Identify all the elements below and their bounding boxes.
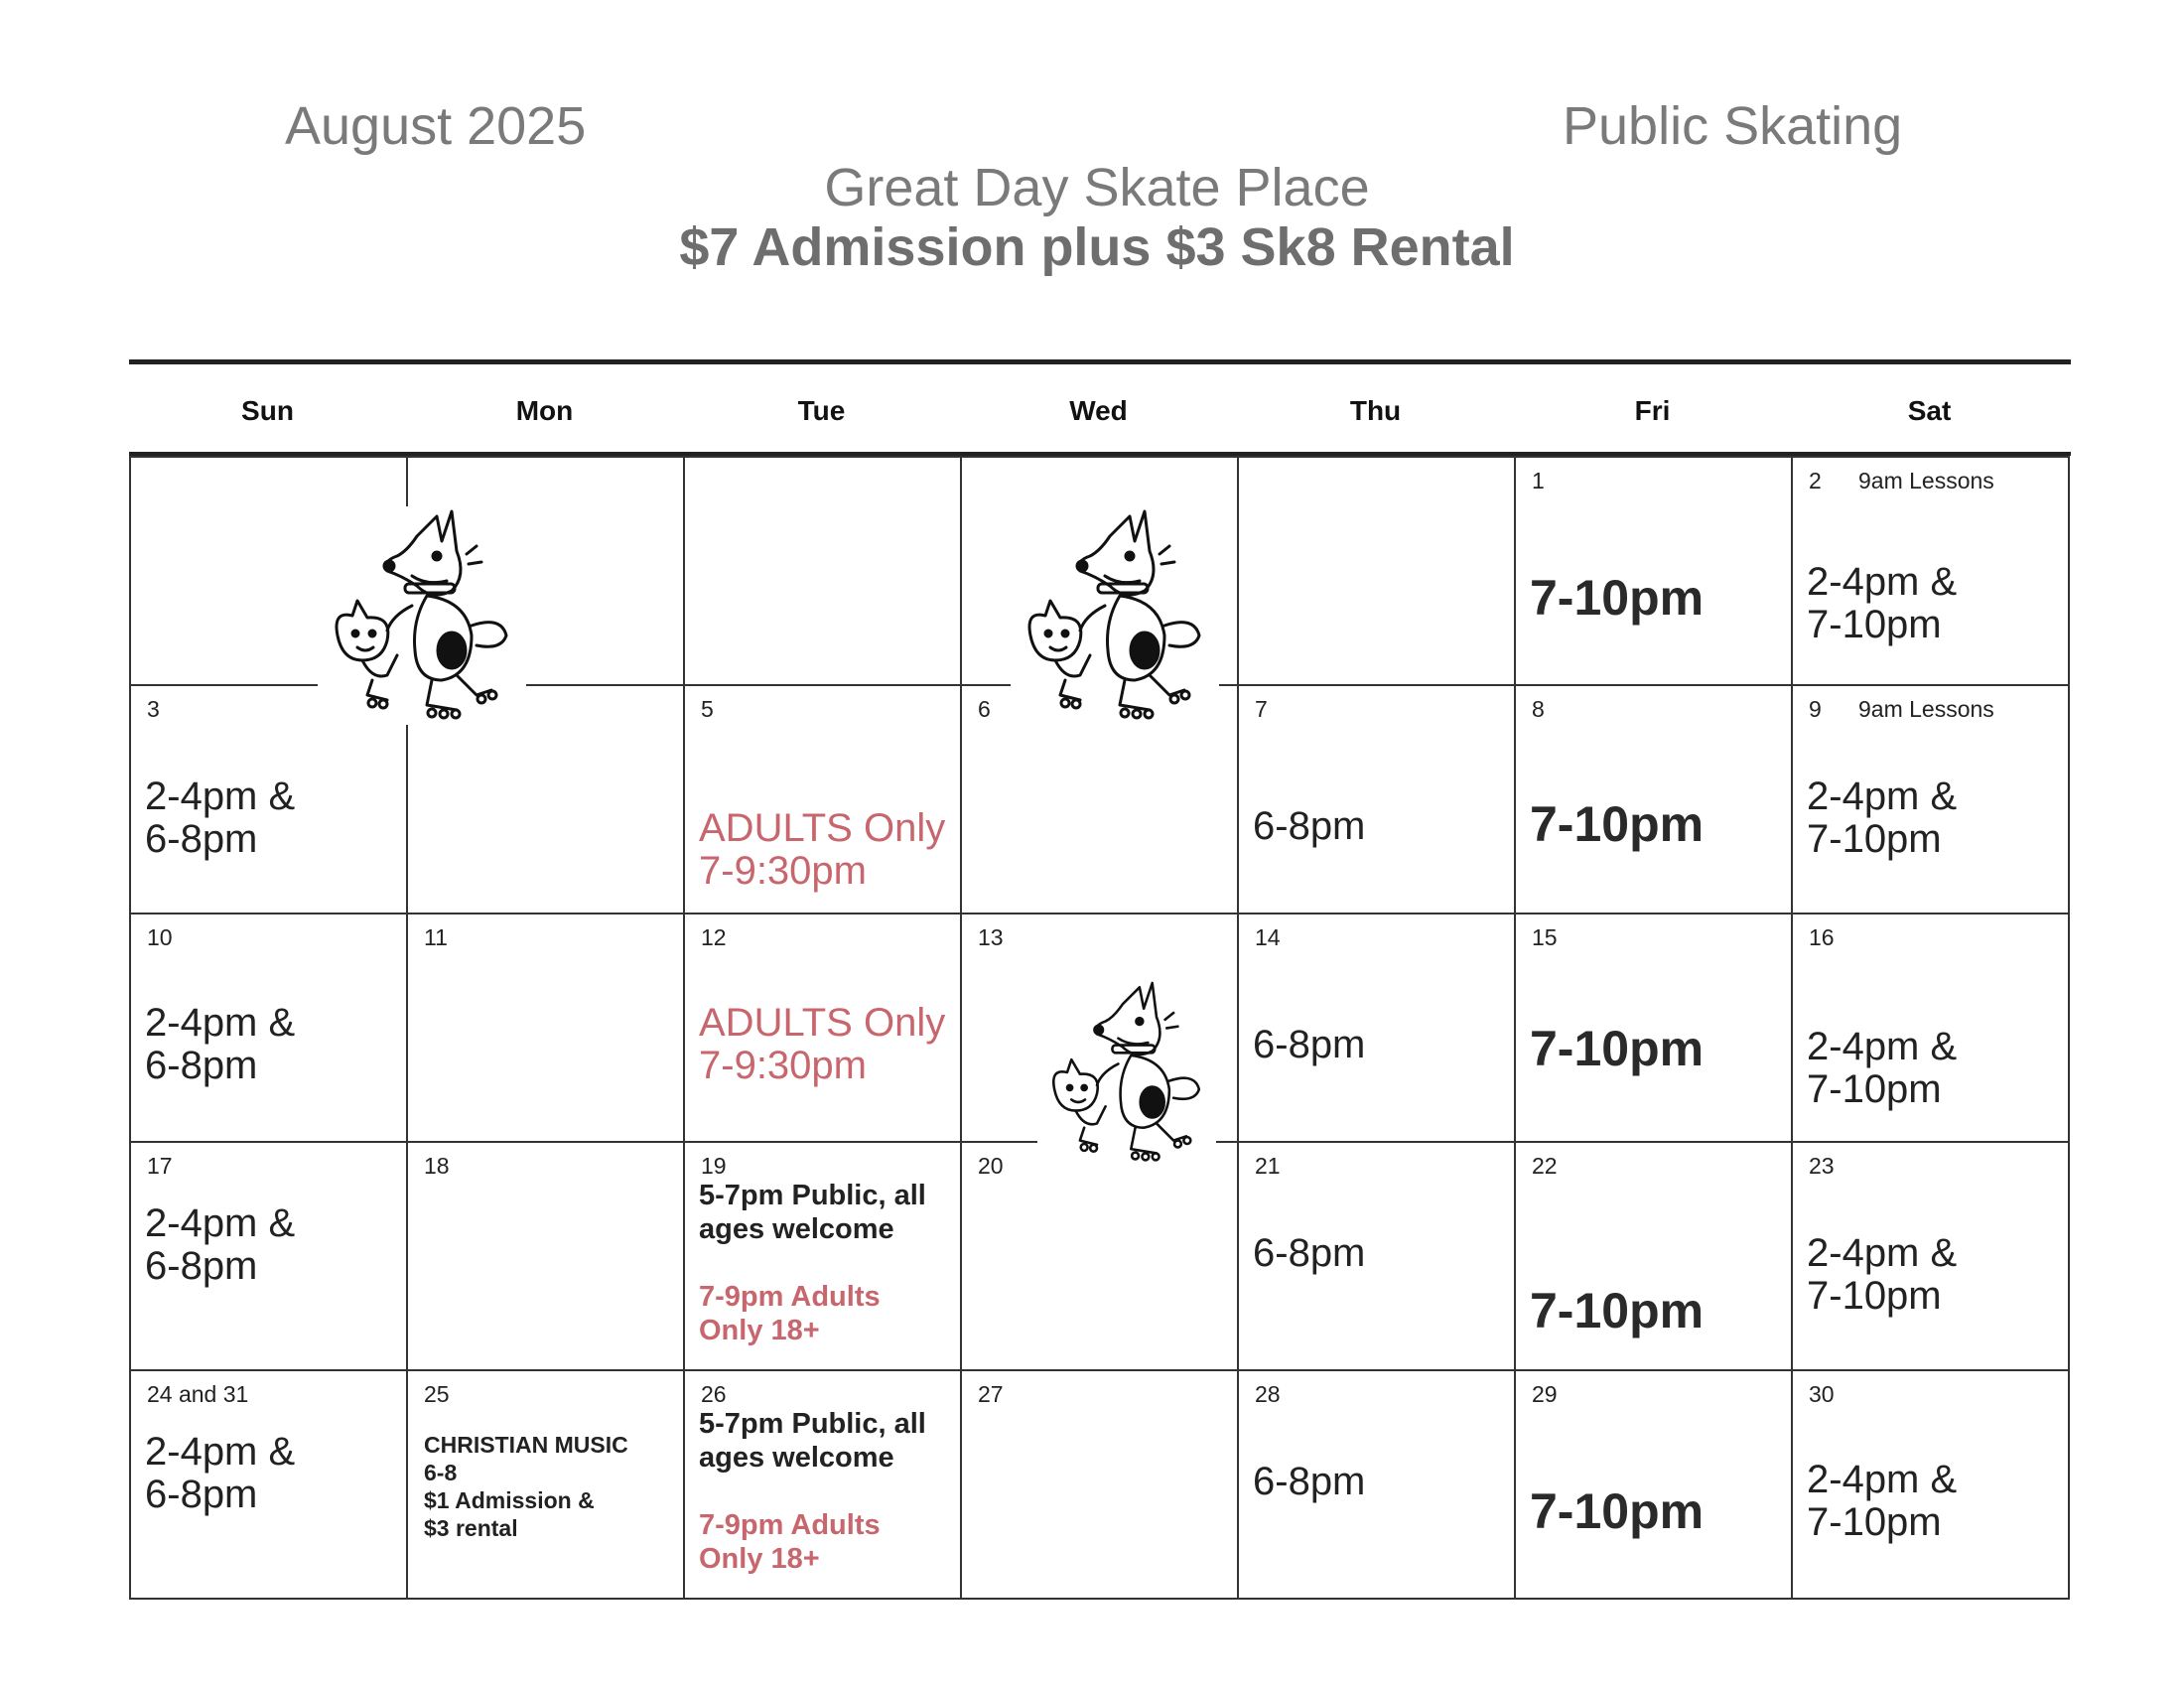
session-time: 2-4pm & [1807,1025,1958,1068]
weekday-thu: Thu [1349,395,1402,426]
session-time: 6-8pm [1253,1023,1366,1066]
day-number: 2 [1809,468,1822,493]
calendar-category-title: Public Skating [1563,96,1903,156]
public-session-note: 5-7pm Public, all [699,1180,926,1211]
session-time: 7-10pm [1807,1067,1942,1111]
day-number: 17 [147,1153,173,1179]
adults-only-time: 7-9:30pm [699,849,867,893]
lesson-note: 9am Lessons [1858,696,1994,722]
calendar-cell-day-10 [131,914,408,1143]
session-time: 6-8pm [1253,804,1366,848]
venue-title: Great Day Skate Place [824,158,1370,217]
weekday-sun: Sun [241,395,294,426]
skating-dog-cat-illustration [1011,506,1219,725]
calendar-cell-day-26 [685,1371,962,1600]
session-time: 2-4pm & [1807,560,1958,604]
adults-session-note: Only 18+ [699,1315,820,1346]
session-time: 7-10pm [1530,1021,1705,1076]
top-divider [129,359,2071,364]
session-time: 6-8pm [145,1244,258,1288]
session-time: 2-4pm & [1807,1231,1958,1275]
calendar-cell-day-8 [1516,686,1793,914]
day-number: 1 [1532,468,1545,493]
public-session-note: 5-7pm Public, all [699,1408,926,1440]
skating-dog-cat-illustration [318,506,526,725]
session-time: 7-10pm [1530,570,1705,626]
calendar-cell-day-14 [1239,914,1516,1143]
day-number: 15 [1532,924,1558,950]
day-number: 24 and 31 [147,1381,249,1407]
special-event-time: 6-8 [424,1460,458,1485]
day-number: 10 [147,924,173,950]
calendar-cell-day-11 [408,914,685,1143]
day-number: 27 [978,1381,1004,1407]
session-time: 7-10pm [1807,1500,1942,1544]
adults-only-time: 7-9:30pm [699,1044,867,1087]
day-number: 19 [701,1153,727,1179]
day-number: 9 [1809,696,1822,722]
weekday-mon: Mon [515,395,574,426]
session-time: 7-10pm [1530,1483,1705,1539]
session-time: 7-10pm [1807,1274,1942,1318]
day-number: 13 [978,924,1004,950]
day-number: 3 [147,696,160,722]
day-number: 22 [1532,1153,1558,1179]
session-time: 7-10pm [1530,796,1705,852]
calendar-cell-day-21 [1239,1143,1516,1371]
day-number: 21 [1255,1153,1281,1179]
calendar-cell-empty [685,458,962,686]
special-event-price: $1 Admission & [424,1487,595,1513]
day-number: 7 [1255,696,1268,722]
public-session-note: ages welcome [699,1442,894,1474]
day-number: 16 [1809,924,1835,950]
session-time: 2-4pm & [1807,774,1958,818]
session-time: 7-10pm [1807,817,1942,861]
adults-session-note: 7-9pm Adults [699,1509,881,1541]
day-number: 26 [701,1381,727,1407]
skating-dog-cat-icon [1037,978,1216,1167]
day-number: 5 [701,696,714,722]
adults-session-note: Only 18+ [699,1543,820,1575]
day-number: 30 [1809,1381,1835,1407]
pricing-title: $7 Admission plus $3 Sk8 Rental [679,217,1515,277]
calendar-cell-day-24-31 [131,1371,408,1600]
lesson-note: 9am Lessons [1858,468,1994,493]
session-time: 2-4pm & [145,1201,296,1245]
calendar-cell-day-9 [1793,686,2070,914]
calendar-cell-day-18 [408,1143,685,1371]
weekday-sat: Sat [1907,395,1952,426]
weekday-fri: Fri [1634,395,1671,426]
calendar-cell-day-12 [685,914,962,1143]
public-session-note: ages welcome [699,1213,894,1245]
session-time: 2-4pm & [1807,1458,1958,1501]
calendar-cell-day-5 [685,686,962,914]
session-time: 2-4pm & [145,1430,296,1474]
calendar-cell-day-28 [1239,1371,1516,1600]
session-time: 6-8pm [1253,1231,1366,1275]
session-time: 6-8pm [145,817,258,861]
day-number: 6 [978,696,991,722]
calendar-month-title: August 2025 [285,96,587,156]
adults-only-label: ADULTS Only [699,806,946,850]
calendar-cell-day-19 [685,1143,962,1371]
special-event-title: CHRISTIAN MUSIC [424,1432,628,1458]
session-time: 7-10pm [1807,603,1942,646]
calendar-cell-day-30 [1793,1371,2070,1600]
day-number: 20 [978,1153,1004,1179]
skating-dog-cat-icon [318,506,526,725]
weekday-wed: Wed [1069,395,1128,426]
session-time: 7-10pm [1530,1283,1705,1338]
day-number: 29 [1532,1381,1558,1407]
skating-dog-cat-illustration [1037,978,1216,1167]
day-number: 18 [424,1153,450,1179]
calendar-cell-day-22 [1516,1143,1793,1371]
session-time: 6-8pm [1253,1460,1366,1503]
day-number: 28 [1255,1381,1281,1407]
session-time: 6-8pm [145,1044,258,1087]
calendar-cell-day-2 [1793,458,2070,686]
calendar-cell-day-17 [131,1143,408,1371]
calendar-cell-day-23 [1793,1143,2070,1371]
day-number: 12 [701,924,727,950]
weekday-tue: Tue [797,395,846,426]
special-event-price: $3 rental [424,1515,518,1541]
day-number: 25 [424,1381,450,1407]
adults-only-label: ADULTS Only [699,1001,946,1045]
calendar-cell-day-7 [1239,686,1516,914]
calendar-cell-day-15 [1516,914,1793,1143]
adults-session-note: 7-9pm Adults [699,1281,881,1313]
session-time: 2-4pm & [145,774,296,818]
calendar-cell-day-16 [1793,914,2070,1143]
calendar-cell-empty [1239,458,1516,686]
day-number: 11 [424,924,448,950]
session-time: 2-4pm & [145,1001,296,1045]
calendar-cell-day-1 [1516,458,1793,686]
session-time: 6-8pm [145,1473,258,1516]
day-number: 23 [1809,1153,1835,1179]
calendar-cell-day-29 [1516,1371,1793,1600]
day-number: 8 [1532,696,1545,722]
day-number: 14 [1255,924,1281,950]
calendar-cell-day-25 [408,1371,685,1600]
skating-dog-cat-icon [1011,506,1219,725]
calendar-cell-day-27 [962,1371,1239,1600]
calendar-cell-day-20 [962,1143,1239,1371]
